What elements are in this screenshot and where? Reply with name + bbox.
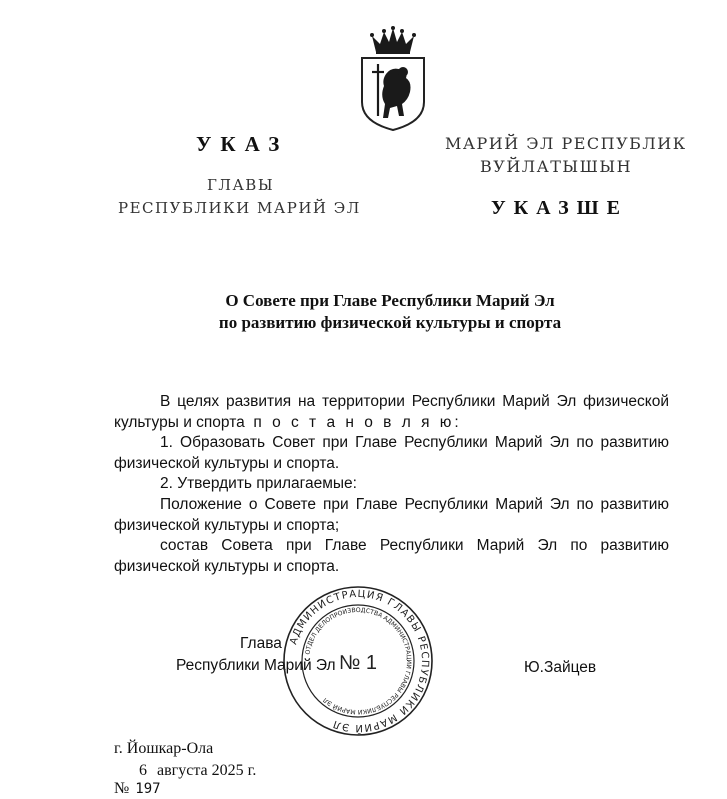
document-title [100, 290, 680, 334]
issue-city: г. Йошкар-Ола [114, 740, 214, 757]
header-left-subtitle-1: ГЛАВЫ [207, 176, 275, 194]
official-seal [282, 585, 434, 737]
item-2-heading: 2. Утвердить прилагаемые: [160, 475, 357, 493]
issue-date [139, 762, 256, 780]
seal-inner-text: ОТДЕЛ ДЕЛОПРОИЗВОДСТВА АДМИНИСТРАЦИИ ГЛАВЫ РЕСПУБЛИКИ МАРИЙ ЭЛ [304, 606, 413, 716]
preamble-line-2 [114, 413, 669, 434]
number-value: 197 [135, 781, 161, 797]
preamble-text: культуры и спорта [114, 413, 245, 431]
coat-of-arms-icon [356, 26, 430, 134]
issue-day: 6 [139, 762, 147, 779]
signatory-position-1: Глава [240, 635, 282, 652]
header-right-line-1: МАРИЙ ЭЛ РЕСПУБЛИК [445, 134, 687, 153]
item-2-2-line-2: физической культуры и спорта. [114, 557, 340, 575]
document-body [114, 392, 669, 577]
decree-verb: п о с т а н о в л я ю: [253, 413, 462, 431]
header-left-subtitle-2: РЕСПУБЛИКИ МАРИЙ ЭЛ [118, 199, 361, 217]
signatory-position-2: Республики Марий Эл [176, 657, 336, 674]
item-1-line-1: 1. Образовать Совет при Главе Республики Марий Эл по развитию [160, 434, 669, 452]
preamble-line-1: В целях развития на территории Республики Марий Эл физической [160, 393, 669, 410]
item-1-line-2: физической культуры и спорта. [114, 454, 340, 472]
issue-month-year: августа 2025 г. [157, 762, 257, 779]
header-right-line-2: ВУЙЛАТЫШЫН [480, 157, 633, 176]
document-title-line-2: по развитию физической культуры и спорта [218, 313, 562, 332]
document-number [114, 780, 161, 798]
seal-center-number: № 1 [338, 652, 378, 674]
signatory-name: Ю.Зайцев [524, 659, 597, 676]
seal-outer-text: АДМИНИСТРАЦИЯ ГЛАВЫ РЕСПУБЛИКИ МАРИЙ ЭЛ [288, 588, 431, 734]
item-2-1-line-1: Положение о Совете при Главе Республики Марий Эл по развитию [160, 495, 669, 513]
header-left-title: УКАЗ [196, 132, 289, 156]
item-2-1-line-2: физической культуры и спорта; [114, 516, 340, 534]
item-2-2-line-1: состав Совета при Главе Республики Марий Эл по развитию [160, 537, 669, 555]
number-label: № [114, 780, 130, 797]
header-right-title: УКАЗШЕ [491, 197, 628, 219]
document-title-line-1: О Совете при Главе Республики Марий Эл [225, 291, 555, 310]
